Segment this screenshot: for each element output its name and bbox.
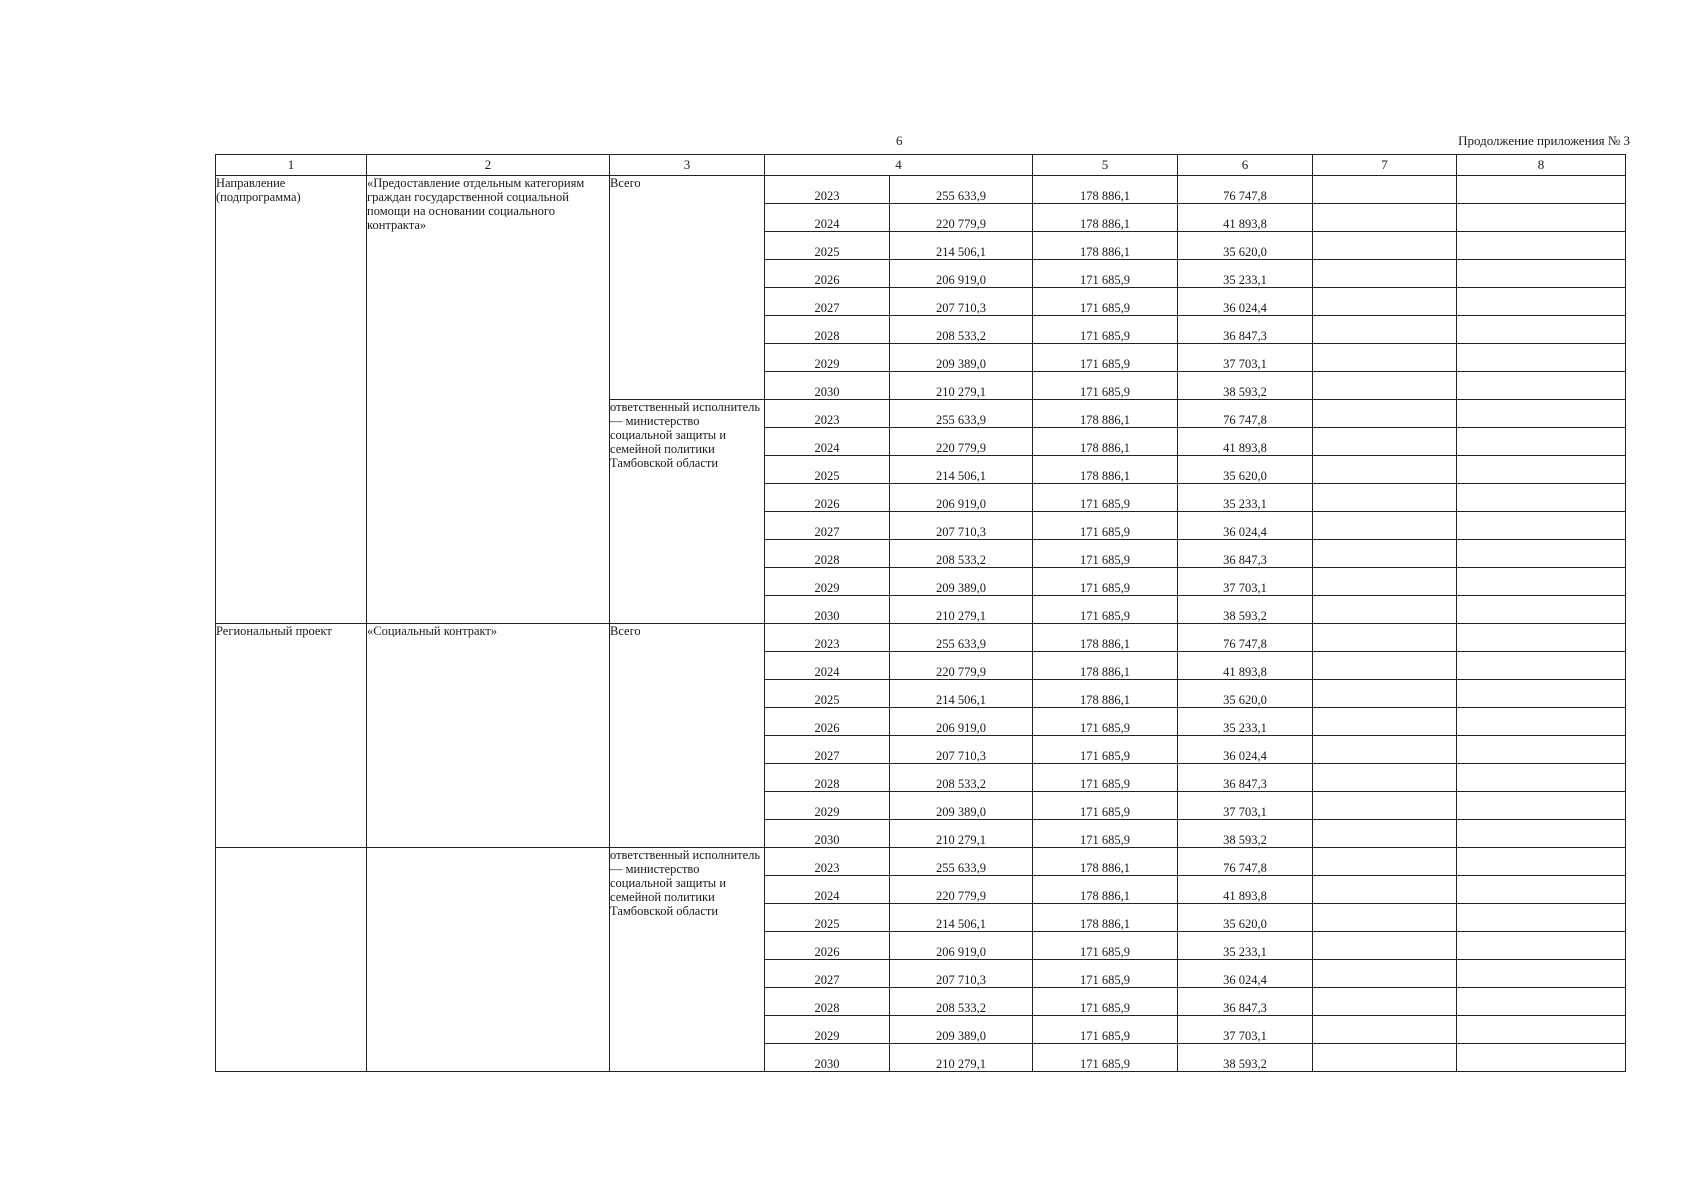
col8-cell — [1457, 260, 1626, 288]
col6-cell: 38 593,2 — [1178, 596, 1313, 624]
year-cell: 2026 — [765, 484, 890, 512]
year-cell: 2030 — [765, 596, 890, 624]
year-cell: 2030 — [765, 1044, 890, 1072]
col6-cell: 76 747,8 — [1178, 624, 1313, 652]
col8-cell — [1457, 176, 1626, 204]
col6-cell: 37 703,1 — [1178, 792, 1313, 820]
col7-cell — [1313, 288, 1457, 316]
total-cell: 207 710,3 — [890, 512, 1033, 540]
col5-cell: 171 685,9 — [1033, 792, 1178, 820]
col6-cell: 36 024,4 — [1178, 736, 1313, 764]
col8-cell — [1457, 428, 1626, 456]
col8-cell — [1457, 316, 1626, 344]
col7-cell — [1313, 820, 1457, 848]
col8-cell — [1457, 512, 1626, 540]
col6-cell: 41 893,8 — [1178, 428, 1313, 456]
col7-cell — [1313, 876, 1457, 904]
section-name-cell — [367, 848, 610, 1072]
section-type-cell — [216, 848, 367, 1072]
year-cell: 2028 — [765, 764, 890, 792]
header-col-8: 8 — [1457, 155, 1626, 176]
col5-cell: 178 886,1 — [1033, 624, 1178, 652]
col6-cell: 76 747,8 — [1178, 848, 1313, 876]
col8-cell — [1457, 596, 1626, 624]
col6-cell: 76 747,8 — [1178, 176, 1313, 204]
col8-cell — [1457, 848, 1626, 876]
total-cell: 209 389,0 — [890, 1016, 1033, 1044]
col8-cell — [1457, 400, 1626, 428]
header-row — [216, 155, 1626, 176]
year-cell: 2030 — [765, 820, 890, 848]
total-cell: 208 533,2 — [890, 764, 1033, 792]
col7-cell — [1313, 1016, 1457, 1044]
year-cell: 2024 — [765, 428, 890, 456]
col6-cell: 36 847,3 — [1178, 316, 1313, 344]
total-cell: 214 506,1 — [890, 904, 1033, 932]
budget-table — [215, 154, 1626, 1072]
col8-cell — [1457, 484, 1626, 512]
col6-cell: 36 847,3 — [1178, 764, 1313, 792]
year-cell: 2029 — [765, 792, 890, 820]
year-cell: 2026 — [765, 932, 890, 960]
col5-cell: 178 886,1 — [1033, 428, 1178, 456]
col5-cell: 171 685,9 — [1033, 344, 1178, 372]
section-type-cell: Направление (подпрограмма) — [216, 176, 367, 624]
total-cell: 255 633,9 — [890, 176, 1033, 204]
col5-cell: 171 685,9 — [1033, 764, 1178, 792]
total-cell: 209 389,0 — [890, 568, 1033, 596]
year-cell: 2025 — [765, 232, 890, 260]
col6-cell: 35 233,1 — [1178, 484, 1313, 512]
col7-cell — [1313, 932, 1457, 960]
year-cell: 2027 — [765, 512, 890, 540]
header-col-4: 4 — [765, 155, 1033, 176]
col8-cell — [1457, 568, 1626, 596]
total-cell: 208 533,2 — [890, 988, 1033, 1016]
col6-cell: 76 747,8 — [1178, 400, 1313, 428]
total-cell: 255 633,9 — [890, 848, 1033, 876]
col5-cell: 171 685,9 — [1033, 372, 1178, 400]
total-cell: 206 919,0 — [890, 260, 1033, 288]
header-col-7: 7 — [1313, 155, 1457, 176]
year-cell: 2024 — [765, 204, 890, 232]
col5-cell: 178 886,1 — [1033, 680, 1178, 708]
col5-cell: 178 886,1 — [1033, 904, 1178, 932]
col6-cell: 35 233,1 — [1178, 260, 1313, 288]
col7-cell — [1313, 708, 1457, 736]
total-cell: 220 779,9 — [890, 652, 1033, 680]
section-name-cell: «Социальный контракт» — [367, 624, 610, 848]
col5-cell: 178 886,1 — [1033, 176, 1178, 204]
col5-cell: 178 886,1 — [1033, 456, 1178, 484]
total-cell: 255 633,9 — [890, 400, 1033, 428]
year-cell: 2026 — [765, 708, 890, 736]
col8-cell — [1457, 876, 1626, 904]
col5-cell: 178 886,1 — [1033, 876, 1178, 904]
total-cell: 207 710,3 — [890, 288, 1033, 316]
year-cell: 2024 — [765, 876, 890, 904]
table-row — [216, 624, 1626, 652]
total-cell: 210 279,1 — [890, 820, 1033, 848]
col6-cell: 35 620,0 — [1178, 456, 1313, 484]
col7-cell — [1313, 372, 1457, 400]
year-cell: 2023 — [765, 400, 890, 428]
col7-cell — [1313, 764, 1457, 792]
total-cell: 209 389,0 — [890, 792, 1033, 820]
col8-cell — [1457, 372, 1626, 400]
col7-cell — [1313, 848, 1457, 876]
col7-cell — [1313, 652, 1457, 680]
col7-cell — [1313, 904, 1457, 932]
col6-cell: 37 703,1 — [1178, 344, 1313, 372]
col5-cell: 178 886,1 — [1033, 652, 1178, 680]
col8-cell — [1457, 288, 1626, 316]
col6-cell: 35 620,0 — [1178, 232, 1313, 260]
year-cell: 2024 — [765, 652, 890, 680]
col5-cell: 171 685,9 — [1033, 960, 1178, 988]
col5-cell: 171 685,9 — [1033, 1044, 1178, 1072]
table-row — [216, 176, 1626, 204]
funding-group-cell: Всего — [610, 624, 765, 848]
total-cell: 207 710,3 — [890, 736, 1033, 764]
col5-cell: 171 685,9 — [1033, 736, 1178, 764]
col5-cell: 178 886,1 — [1033, 232, 1178, 260]
table-header — [216, 155, 1626, 176]
continuation-label: Продолжение приложения № 3 — [1458, 133, 1630, 148]
col8-cell — [1457, 344, 1626, 372]
year-cell: 2023 — [765, 848, 890, 876]
year-cell: 2028 — [765, 988, 890, 1016]
col8-cell — [1457, 624, 1626, 652]
header-col-3: 3 — [610, 155, 765, 176]
col7-cell — [1313, 1044, 1457, 1072]
col8-cell — [1457, 736, 1626, 764]
total-cell: 214 506,1 — [890, 456, 1033, 484]
year-cell: 2027 — [765, 960, 890, 988]
col5-cell: 171 685,9 — [1033, 512, 1178, 540]
col8-cell — [1457, 904, 1626, 932]
col8-cell — [1457, 708, 1626, 736]
col7-cell — [1313, 540, 1457, 568]
col6-cell: 35 233,1 — [1178, 932, 1313, 960]
col6-cell: 35 620,0 — [1178, 904, 1313, 932]
year-cell: 2026 — [765, 260, 890, 288]
col5-cell: 178 886,1 — [1033, 204, 1178, 232]
funding-group-cell: ответственный исполнитель — министерство социальной защиты и семейной политики Тамбовской области — [610, 400, 765, 624]
col7-cell — [1313, 484, 1457, 512]
header-col-6: 6 — [1178, 155, 1313, 176]
col7-cell — [1313, 344, 1457, 372]
total-cell: 208 533,2 — [890, 316, 1033, 344]
total-cell: 255 633,9 — [890, 624, 1033, 652]
col7-cell — [1313, 736, 1457, 764]
col5-cell: 178 886,1 — [1033, 400, 1178, 428]
col7-cell — [1313, 176, 1457, 204]
total-cell: 206 919,0 — [890, 484, 1033, 512]
col6-cell: 41 893,8 — [1178, 652, 1313, 680]
funding-group-cell: Всего — [610, 176, 765, 400]
col6-cell: 36 024,4 — [1178, 960, 1313, 988]
total-cell: 214 506,1 — [890, 232, 1033, 260]
col6-cell: 37 703,1 — [1178, 1016, 1313, 1044]
year-cell: 2029 — [765, 568, 890, 596]
col7-cell — [1313, 428, 1457, 456]
header-col-2: 2 — [367, 155, 610, 176]
col8-cell — [1457, 960, 1626, 988]
header-col-1: 1 — [216, 155, 367, 176]
funding-group-cell: ответственный исполнитель — министерство социальной защиты и семейной политики Тамбовской области — [610, 848, 765, 1072]
col7-cell — [1313, 260, 1457, 288]
col7-cell — [1313, 680, 1457, 708]
year-cell: 2028 — [765, 540, 890, 568]
col6-cell: 38 593,2 — [1178, 1044, 1313, 1072]
total-cell: 220 779,9 — [890, 428, 1033, 456]
col8-cell — [1457, 456, 1626, 484]
col8-cell — [1457, 232, 1626, 260]
col8-cell — [1457, 932, 1626, 960]
col8-cell — [1457, 652, 1626, 680]
col7-cell — [1313, 232, 1457, 260]
col6-cell: 38 593,2 — [1178, 372, 1313, 400]
col6-cell: 36 847,3 — [1178, 540, 1313, 568]
total-cell: 210 279,1 — [890, 372, 1033, 400]
year-cell: 2025 — [765, 904, 890, 932]
table-body — [216, 176, 1626, 1072]
total-cell: 207 710,3 — [890, 960, 1033, 988]
col7-cell — [1313, 792, 1457, 820]
total-cell: 210 279,1 — [890, 1044, 1033, 1072]
col7-cell — [1313, 960, 1457, 988]
col8-cell — [1457, 1016, 1626, 1044]
col5-cell: 171 685,9 — [1033, 1016, 1178, 1044]
col7-cell — [1313, 316, 1457, 344]
col6-cell: 37 703,1 — [1178, 568, 1313, 596]
col6-cell: 41 893,8 — [1178, 876, 1313, 904]
col6-cell: 35 233,1 — [1178, 708, 1313, 736]
col7-cell — [1313, 568, 1457, 596]
year-cell: 2023 — [765, 624, 890, 652]
col5-cell: 171 685,9 — [1033, 316, 1178, 344]
total-cell: 210 279,1 — [890, 596, 1033, 624]
header-col-5: 5 — [1033, 155, 1178, 176]
table-row — [216, 848, 1626, 876]
year-cell: 2023 — [765, 176, 890, 204]
col8-cell — [1457, 792, 1626, 820]
col5-cell: 171 685,9 — [1033, 568, 1178, 596]
year-cell: 2030 — [765, 372, 890, 400]
total-cell: 220 779,9 — [890, 876, 1033, 904]
total-cell: 206 919,0 — [890, 708, 1033, 736]
col5-cell: 171 685,9 — [1033, 484, 1178, 512]
col8-cell — [1457, 1044, 1626, 1072]
col8-cell — [1457, 988, 1626, 1016]
col5-cell: 171 685,9 — [1033, 596, 1178, 624]
col8-cell — [1457, 540, 1626, 568]
col7-cell — [1313, 624, 1457, 652]
col7-cell — [1313, 204, 1457, 232]
col7-cell — [1313, 988, 1457, 1016]
col8-cell — [1457, 820, 1626, 848]
col6-cell: 36 847,3 — [1178, 988, 1313, 1016]
year-cell: 2027 — [765, 288, 890, 316]
section-name-cell: «Предоставление отдельным категориям граждан государственной социальной помощи на основании социального контракта» — [367, 176, 610, 624]
year-cell: 2029 — [765, 1016, 890, 1044]
total-cell: 214 506,1 — [890, 680, 1033, 708]
section-type-cell: Региональный проект — [216, 624, 367, 848]
col5-cell: 171 685,9 — [1033, 820, 1178, 848]
col6-cell: 38 593,2 — [1178, 820, 1313, 848]
total-cell: 206 919,0 — [890, 932, 1033, 960]
total-cell: 208 533,2 — [890, 540, 1033, 568]
col6-cell: 41 893,8 — [1178, 204, 1313, 232]
col5-cell: 171 685,9 — [1033, 540, 1178, 568]
col7-cell — [1313, 400, 1457, 428]
col7-cell — [1313, 596, 1457, 624]
col7-cell — [1313, 512, 1457, 540]
col5-cell: 171 685,9 — [1033, 288, 1178, 316]
col6-cell: 36 024,4 — [1178, 288, 1313, 316]
year-cell: 2025 — [765, 456, 890, 484]
col7-cell — [1313, 456, 1457, 484]
col5-cell: 178 886,1 — [1033, 848, 1178, 876]
col5-cell: 171 685,9 — [1033, 708, 1178, 736]
col5-cell: 171 685,9 — [1033, 260, 1178, 288]
col8-cell — [1457, 680, 1626, 708]
col8-cell — [1457, 764, 1626, 792]
year-cell: 2025 — [765, 680, 890, 708]
year-cell: 2028 — [765, 316, 890, 344]
page-number: 6 — [896, 133, 903, 148]
year-cell: 2027 — [765, 736, 890, 764]
total-cell: 209 389,0 — [890, 344, 1033, 372]
col6-cell: 35 620,0 — [1178, 680, 1313, 708]
col5-cell: 171 685,9 — [1033, 932, 1178, 960]
col5-cell: 171 685,9 — [1033, 988, 1178, 1016]
total-cell: 220 779,9 — [890, 204, 1033, 232]
col6-cell: 36 024,4 — [1178, 512, 1313, 540]
year-cell: 2029 — [765, 344, 890, 372]
col8-cell — [1457, 204, 1626, 232]
